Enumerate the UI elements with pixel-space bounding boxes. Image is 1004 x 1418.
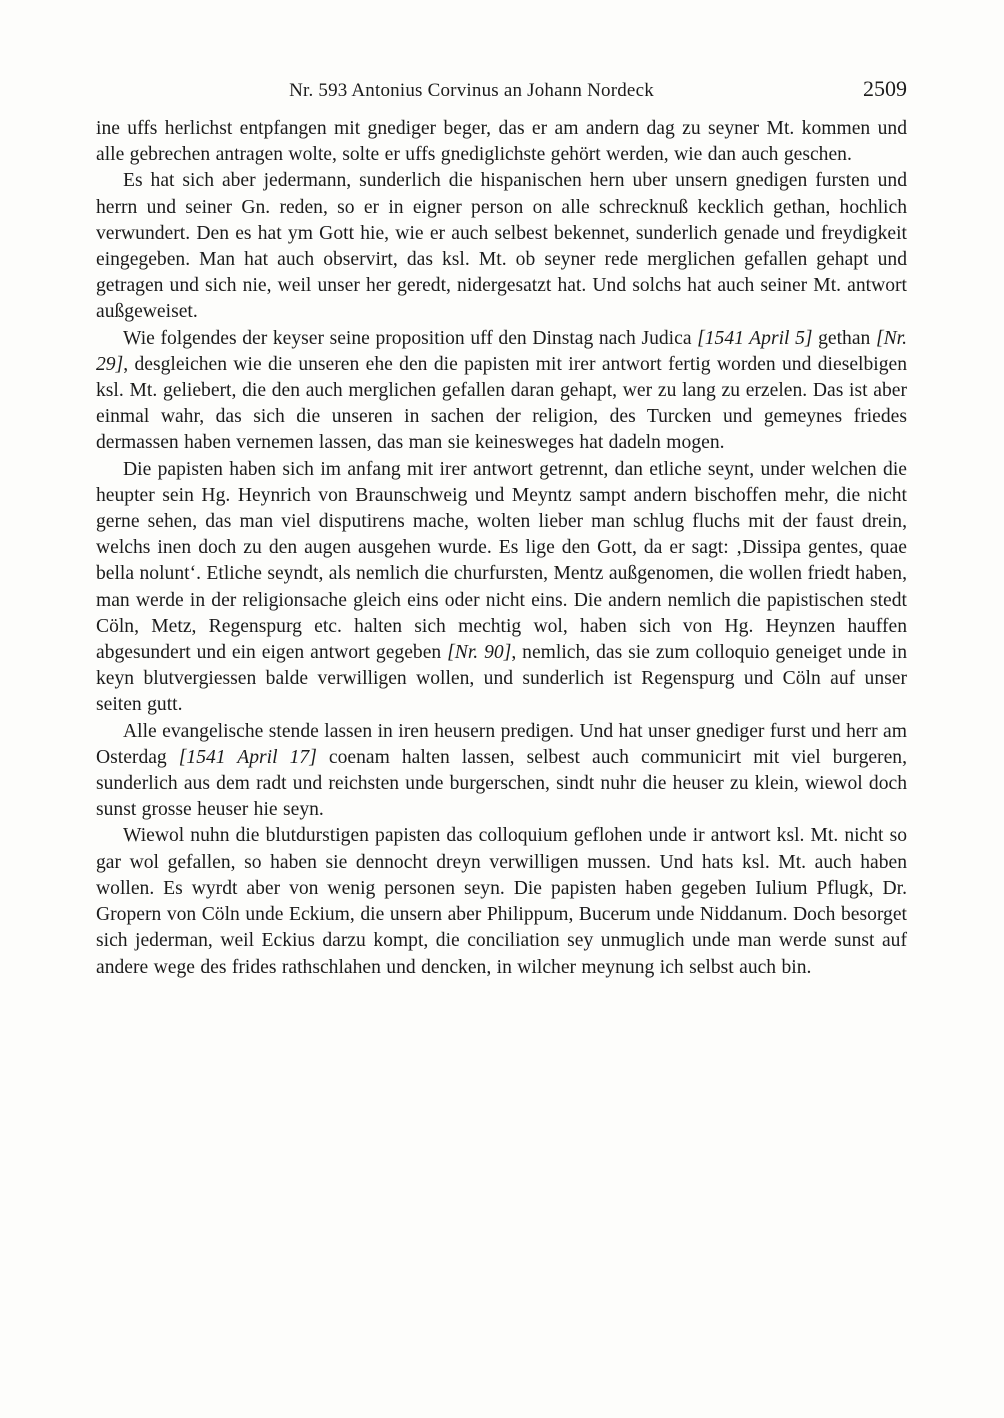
paragraph	[96, 823, 907, 980]
text-run: , nemlich, das sie zum colloquio geneiget unde in keyn blutvergiessen balde verwilligen wollen, und sunderlich ist Regenspurg und Cöln auf unser seiten gutt.	[96, 642, 907, 716]
italic-run: [1541 April 17]	[178, 746, 317, 768]
header-title: Nr. 593 Antonius Corvinus an Johann Nordeck	[289, 80, 654, 101]
text-run: Wiewol nuhn die blutdurstigen papisten das colloquium geflohen unde ir antwort ksl. Mt. nicht so gar wol gefallen, so haben sie dennocht dreyn verwilligen mussen. Und hats ksl. Mt. auch haben wollen. Es wyrdt aber von wenig personen seyn. Die papisten haben gegeben Iulium Pflugk, Dr. Gropern von Cöln unde Eckium, die unsern aber Philippum, Bucerum unde Niddanum. Doch besorget sich jederman, weil Eckius darzu kompt, die conciliation sey unmuglich unde man werde sunst auf andere wege des frides rathschlahen und dencken, in wilcher meynung ich selbst auch bin.	[96, 825, 907, 978]
running-header	[96, 76, 907, 106]
text-run: ine uffs herlichst entpfangen mit gnediger beger, das er am andern dag zu seyner Mt. kommen und alle gebrechen antragen wolte, solte er uffs gnediglichste gehört werden, wie dan auch geschen.	[96, 118, 907, 166]
paragraph	[96, 326, 907, 457]
text-run: Wie folgendes der keyser seine proposition uff den Dinstag nach Judica	[123, 327, 698, 349]
text-run: Es hat sich aber jedermann, sunderlich die hispanischen hern uber unsern gnedigen fursten und herrn und seiner Gn. reden, so er in eigner person on alle schrecknuß kecklich gethan, hochlich verwundert. Den es hat ym Gott hie, wie er auch selbest bekennet, sunderlich genade und freydigkeit eingegeben. Man hat auch observirt, das ksl. Mt. ob seyner rede merglichen gefallen gehapt und getragen und sich nie, weil unser her geredt, nidergesatzt hat. Und solchs hat auch seiner Mt. antwort außgeweiset.	[96, 170, 907, 323]
page-number: 2509	[863, 76, 907, 101]
paragraph	[96, 116, 907, 168]
document-body	[96, 116, 907, 981]
italic-run: [Nr. 29]	[96, 327, 907, 375]
text-run: Die papisten haben sich im anfang mit irer antwort getrennt, dan etliche seynt, under welchen die heupter sein Hg. Heynrich von Braunschweig und Meyntz sampt andern bischoffen mehr, die nicht gerne sehen, das man viel disputirens mache, wolten lieber man schlug fluchs mit der faust drein, welchs inen doch zu den augen ausgehen wurde. Es lige den Gott, da er sagt: ‚Dissipa gentes, quae bella nolunt‘. Etliche seyndt, als nemlich die churfursten, Mentz außgenomen, die wollen friedt haben, man werde in der religionsache gleich eins oder nicht eins. Die andern nemlich die papistischen stedt Cöln, Metz, Regenspurg etc. halten sich mechtig wol, haben sich von Hg. Heynzen hauffen abgesundert und ein eigen antwort gegeben	[96, 458, 907, 664]
text-run: Alle evangelische stende lassen in iren heusern predigen. Und hat unser gnediger furst und herr am Osterdag	[96, 720, 907, 768]
paragraph	[96, 457, 907, 719]
italic-run: [1541 April 5]	[697, 327, 813, 349]
text-run: coenam halten lassen, selbest auch communicirt mit viel burgeren, sunderlich aus dem radt und reichsten unde burgerschen, sindt nuhr die heuser zu klein, wiewol doch sunst grosse heuser hie seyn.	[96, 746, 907, 821]
italic-run: [Nr. 90]	[447, 642, 512, 664]
text-run: , desgleichen wie die unseren ehe den die papisten mit irer antwort fertig worden und dieselbigen ksl. Mt. geliebert, die den auch merglichen gefallen daran gehapt, wer zu lang zu erzelen. Das ist aber einmal wahr, das sich die unseren in sachen der religion, des Turcken und gemeynes friedes dermassen haben vernemen lassen, das man sie keinesweges hat dadeln mogen.	[96, 353, 907, 454]
text-run: gethan	[812, 327, 876, 349]
paragraph	[96, 719, 907, 824]
paragraph	[96, 168, 907, 325]
